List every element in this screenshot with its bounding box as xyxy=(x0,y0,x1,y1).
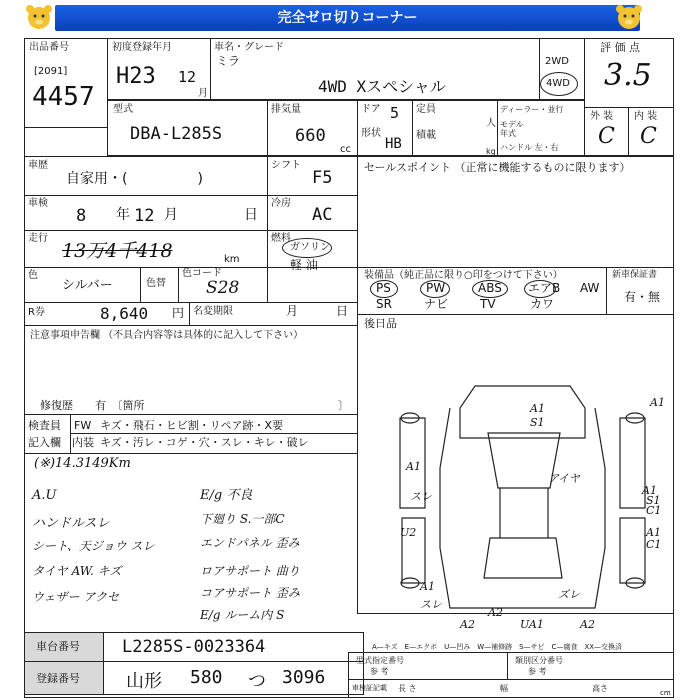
equip-pw-circle xyxy=(420,280,450,298)
plate-number: 3096 xyxy=(282,667,326,688)
mark-14: C1 xyxy=(646,504,662,517)
tax-label: R券 xyxy=(28,307,45,318)
mark-10: A2 xyxy=(488,606,503,619)
hand-right-6: E/g ルーム内 S xyxy=(200,608,285,622)
mark-15: C1 xyxy=(646,538,662,551)
sales-label: セールスポイント （正常に機能するものに限ります） xyxy=(364,161,631,174)
disp-value: 660 xyxy=(295,126,326,146)
tax-unit: 円 xyxy=(172,306,185,320)
class-no-label: 類別区分番号 xyxy=(515,656,563,665)
drive-4wd: 4WD xyxy=(546,78,570,89)
mileage-unit: km xyxy=(224,254,240,265)
ext-label: 外 装 xyxy=(590,111,614,122)
mark-18: アイヤ xyxy=(548,472,581,485)
load-label: 積載 xyxy=(416,130,436,141)
load-unit: kg xyxy=(486,147,496,156)
score-label: 評 価 点 xyxy=(600,41,640,54)
drive-2wd: 2WD xyxy=(545,56,569,67)
mark-5: A1 xyxy=(420,580,435,593)
mark-1: A1 xyxy=(530,402,545,415)
equip-abs-circle xyxy=(472,280,508,298)
car-name: ミラ xyxy=(216,54,241,68)
dims-length: 長 さ xyxy=(398,684,417,693)
model-label: 型式 xyxy=(113,104,133,115)
notes-repair-close: 〕 xyxy=(338,399,349,412)
inspector-fw: FW xyxy=(74,419,92,432)
hand-left-3: シート、天ジョウ スレ xyxy=(32,539,155,553)
inspector-row1: キズ・飛石・ヒビ割・リペア跡・X要 xyxy=(100,419,284,432)
reg-label: 初度登録年月 xyxy=(112,42,172,53)
equip-abs: ABS xyxy=(478,281,502,295)
color-code: S28 xyxy=(206,278,240,298)
reg-year: H23 xyxy=(116,64,156,89)
color-label: 色 xyxy=(28,270,38,281)
lot-sub: [2091] xyxy=(34,66,68,77)
dealer-label: ディーラー・並行 xyxy=(500,105,564,114)
inspector-label-2: 記入欄 xyxy=(28,436,61,449)
equip-aw: AW xyxy=(580,281,600,295)
mascot-bear-icon xyxy=(612,2,646,32)
model-value: DBA-L285S xyxy=(130,124,223,144)
equip-leather: カワ xyxy=(530,297,555,311)
dealer-model-year: モデル年式 xyxy=(500,120,524,138)
model-cert-label: 型式指定番号 xyxy=(356,656,404,665)
hand-right-2: 下廻り S.一部C xyxy=(200,512,285,526)
mark-2: A1 xyxy=(650,396,665,409)
color-code-label: 色コード xyxy=(182,268,222,279)
lot-label: 出品番号 xyxy=(29,42,69,53)
color-value: シルバー xyxy=(62,278,113,293)
plate-label: 登録番号 xyxy=(36,672,80,685)
inspector-rowline xyxy=(70,433,358,434)
hand-left-2: ハンドルスレ xyxy=(32,516,110,531)
hand-right-5: コアサポート 歪み xyxy=(200,586,300,600)
mark-9: A2 xyxy=(580,618,595,628)
fuel-diesel: 軽 油 xyxy=(290,258,318,272)
hand-left-4: タイヤ AW. キズ xyxy=(32,564,122,578)
equip-ps: PS xyxy=(376,281,391,295)
color-swap-label: 色替 xyxy=(146,278,166,289)
mark-8: A2 xyxy=(460,618,475,628)
capacity-label: 定員 xyxy=(416,104,436,115)
dims-cell xyxy=(348,679,674,698)
warranty-value: 有・無 xyxy=(624,290,661,304)
inspect-year-unit: 年 xyxy=(116,207,130,223)
equip-pw: PW xyxy=(426,281,446,295)
int-value: C xyxy=(640,124,657,149)
equip-airbag-circle xyxy=(524,280,556,298)
dealer-handle: ハンドル 左・右 xyxy=(500,143,559,152)
history-value: 自家用・( ) xyxy=(66,171,203,187)
history-label: 車歴 xyxy=(28,160,48,171)
inspector-divider xyxy=(70,414,71,454)
diagram-legend: A—キズ E—エクボ U—凹み W—補修跡 S—サビ C—腐食 XX—交換済 xyxy=(372,643,623,651)
equip-navi: ナビ xyxy=(424,297,449,311)
namechange-month: 月 xyxy=(286,304,299,318)
equip-tv: TV xyxy=(480,297,496,311)
hand-right-3: エンドパネル 歪み xyxy=(200,536,300,550)
mark-11: UA1 xyxy=(520,618,544,628)
score-value: 3.5 xyxy=(604,58,652,93)
equip-label: 装備品（純正品に限り○印をつけて下さい） xyxy=(364,270,563,281)
notes-repair: 修復歴 有 〔箇所 xyxy=(40,399,145,412)
reg-month-unit: 月 xyxy=(198,88,208,99)
doors-label: ドア xyxy=(361,104,381,115)
hand-right-1: E/g 不良 xyxy=(200,488,253,503)
rear-label: 後日品 xyxy=(364,317,397,330)
chassis-label: 車台番号 xyxy=(36,640,80,653)
inspect-year: 8 xyxy=(76,206,87,226)
lot-number: 4457 xyxy=(32,82,95,112)
mark-12: S1 xyxy=(530,416,545,429)
mark-17: スレ xyxy=(420,598,442,611)
mark-4: A1 xyxy=(642,484,657,497)
chassis-value: L2285S-0023364 xyxy=(122,637,266,657)
shape-value: HB xyxy=(385,136,402,152)
warranty-label: 新車保証書 xyxy=(612,270,658,280)
mark-7: A1 xyxy=(646,526,661,539)
inspect-month: 12 xyxy=(134,206,155,226)
plate-region: 山形 xyxy=(126,671,162,692)
class-no-ref: 参 考 xyxy=(528,667,547,676)
equip-sr: SR xyxy=(376,297,392,311)
plate-kana: つ xyxy=(248,671,266,692)
model-cert-ref: 参 考 xyxy=(370,667,389,676)
plate-class: 580 xyxy=(190,667,223,688)
hand-left-1: A.U xyxy=(32,488,57,503)
mascot-bear-icon xyxy=(22,2,56,32)
fuel-gas: ガソリン xyxy=(290,242,330,253)
equip-airbag: エアB xyxy=(528,281,561,295)
tax-value: 8,640 xyxy=(100,304,149,323)
hand-left-5: ウェザー アクセ xyxy=(32,590,119,604)
int-label: 内 装 xyxy=(634,111,658,122)
inspector-label-1: 検査員 xyxy=(28,419,61,432)
color-divider-2 xyxy=(178,267,179,303)
mark-3: A1 xyxy=(406,460,421,473)
dims-label: 車検証記載 xyxy=(352,684,387,692)
inspect-day-unit: 日 xyxy=(244,207,258,223)
namechange-label: 名変期限 xyxy=(193,306,233,317)
inspector-int: 内装 xyxy=(72,436,94,449)
inspect-label: 車検 xyxy=(28,198,48,209)
color-divider xyxy=(140,267,141,303)
inspector-row2: キズ・汚レ・コゲ・穴・スレ・キレ・破レ xyxy=(100,436,309,449)
car-damage-diagram xyxy=(380,378,680,628)
fuel-label: 燃料 xyxy=(271,233,291,244)
mileage-label: 走行 xyxy=(28,233,48,244)
page-banner: 完全ゼロ切りコーナー xyxy=(55,5,640,31)
dims-height: 高さ xyxy=(592,684,608,693)
hand-right-4: ロアサポート 曲り xyxy=(200,564,300,578)
ext-value: C xyxy=(598,124,615,149)
inspect-month-unit: 月 xyxy=(164,207,178,223)
disp-unit: cc xyxy=(340,144,351,155)
doors-value: 5 xyxy=(390,104,400,122)
aircon-label: 冷房 xyxy=(271,198,291,209)
equip-ps-circle xyxy=(370,280,398,298)
shape-label: 形状 xyxy=(361,128,381,139)
mark-13: S1 xyxy=(646,494,661,507)
mark-6: U2 xyxy=(400,526,417,539)
capacity-unit: 人 xyxy=(486,118,496,129)
namechange-day: 日 xyxy=(336,304,349,318)
reg-month: 12 xyxy=(178,68,197,86)
dims-width: 幅 xyxy=(500,684,508,693)
mileage-value: 13万4千418 xyxy=(62,240,173,262)
shift-label: シフト xyxy=(271,160,301,171)
notes-label: 注意事項申告欄 （不具合内容等は具体的に記入して下さい） xyxy=(30,330,304,341)
disp-label: 排気量 xyxy=(271,104,301,115)
hand-meter: (※)14.3149Km xyxy=(34,456,131,471)
car-grade: 4WD Xスペシャル xyxy=(318,77,446,96)
car-label: 車名・グレード xyxy=(214,42,284,53)
shift-value: F5 xyxy=(312,168,333,188)
dims-unit: cm xyxy=(660,689,671,697)
mark-16: スレ xyxy=(410,490,432,503)
aircon-value: AC xyxy=(312,205,333,225)
mark-19: ズレ xyxy=(558,588,580,601)
